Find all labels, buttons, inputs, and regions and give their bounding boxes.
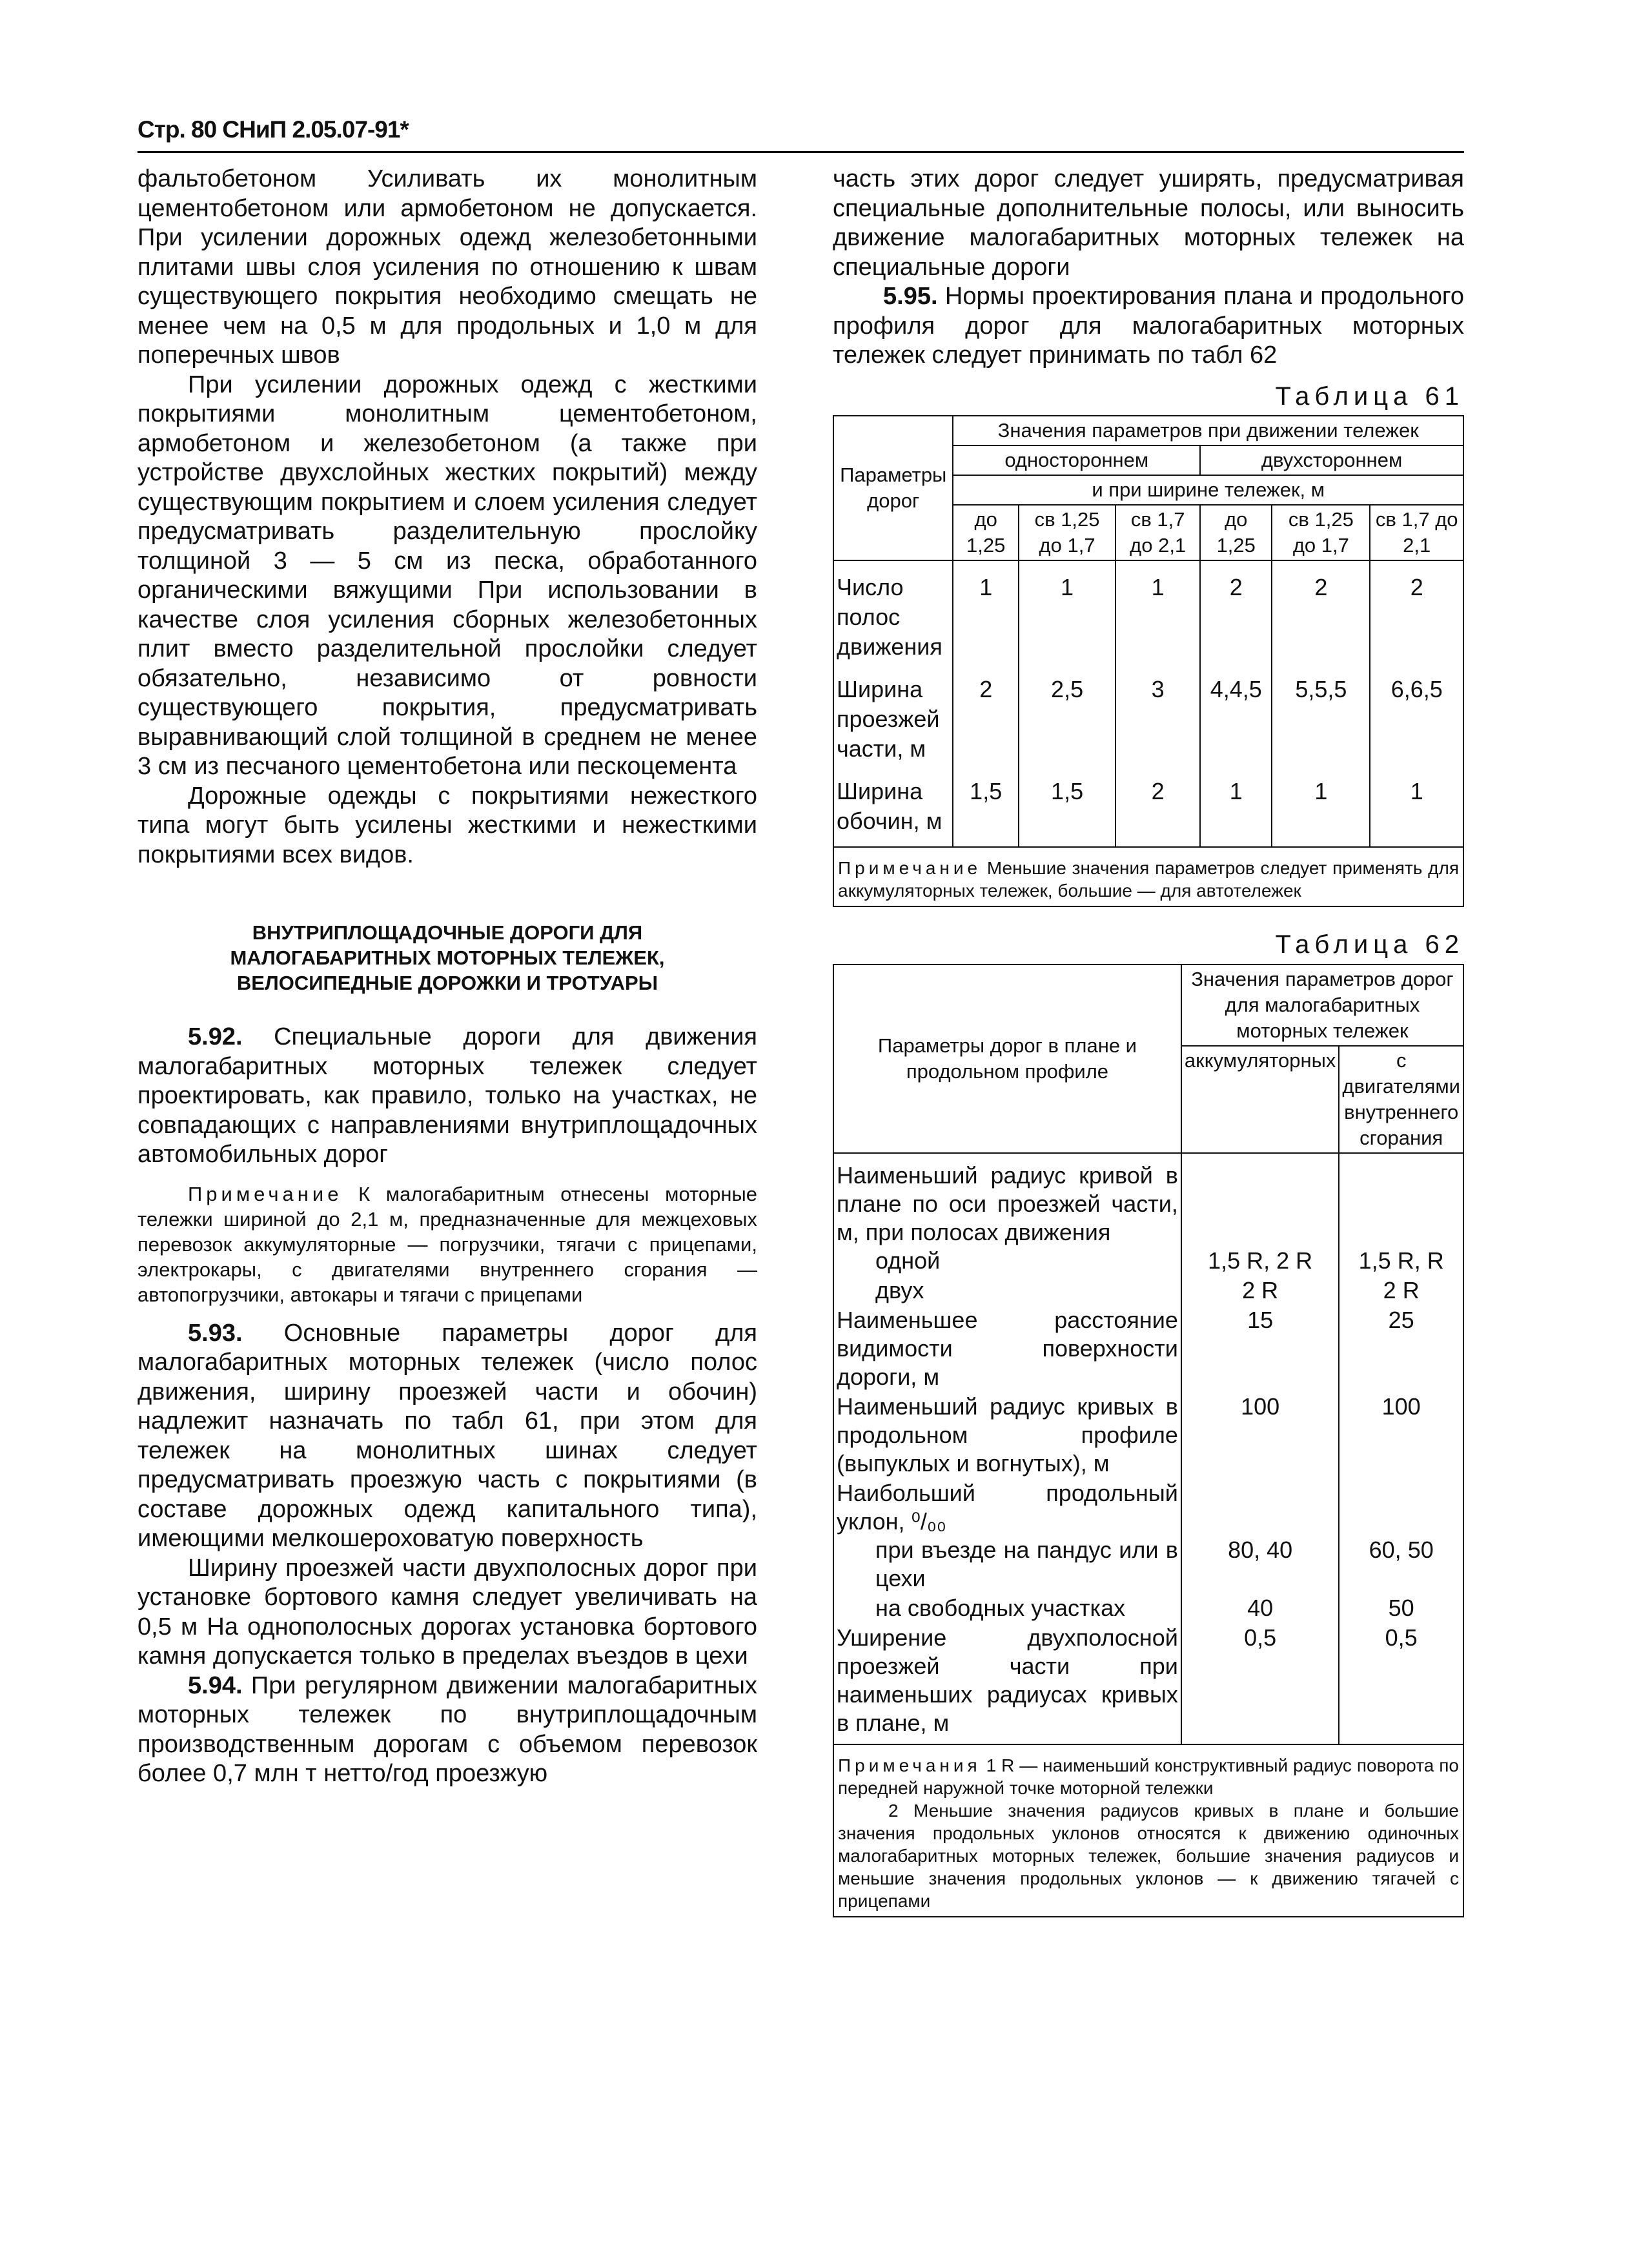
table-row	[833, 1306, 1463, 1393]
note-text: К малогабаритным отнесены моторные тележки шириной до 2,1 м, предназначенные для межцеховых перевозок аккумуляторные — погрузчики, тягачи с прицепами, электрокары, с двигателями внутреннего сгорания — автопогрузчики, автокары и тягачи с прицепами	[138, 1182, 757, 1306]
paragraph: При усилении дорожных одежд с жесткими покрытиями монолитным цементобетоном, армобетоном и железобетоном (а также при устройстве двухслойных жестких покрытий) между существующим покрытием и слоем усиления следует предусматривать разделительную прослойку толщиной 3 — 5 см из песка, обработанного органическими вяжущими При использовании в качестве слоя усиления сборных железобетонных плит вместо разделительной прослойки следует обязательно, независимо от ровности существующего покрытия, предусматривать выравнивающий слой толщиной в среднем не менее 3 см из песчаного цементобетона или пескоцемента	[138, 371, 757, 780]
table-subheader-cell: св 1,7 до 2,1	[1370, 505, 1463, 560]
table-header-cell: с двигателями внутреннего сгорания	[1339, 1046, 1463, 1153]
table-cell: 1	[1019, 560, 1115, 663]
table-cell: 2	[953, 663, 1019, 765]
row-label-sub: на свободных участках	[875, 1594, 1126, 1621]
clause-5-94	[138, 1671, 757, 1789]
table-header-cell: аккумуляторных	[1181, 1046, 1339, 1153]
table-cell: 2 R	[1339, 1276, 1463, 1306]
clause-text: При регулярном движении малогабаритных моторных тележек по внутриплощадочным производственным дорогам с объемом перевозок более 0,7 млн т нетто/год проезжую	[138, 1671, 757, 1787]
table-subheader-cell: до 1,25	[1200, 505, 1272, 560]
table-cell: 15	[1181, 1306, 1339, 1393]
table-cell: 100	[1181, 1393, 1339, 1479]
table-cell: 1,5 R, 2 R	[1181, 1153, 1339, 1276]
table-header-cell: одностороннем	[953, 445, 1200, 475]
table-row	[833, 1153, 1463, 1276]
section-title: ВНУТРИПЛОЩАДОЧНЫЕ ДОРОГИ ДЛЯ МАЛОГАБАРИТНЫХ МОТОРНЫХ ТЕЛЕЖЕК, ВЕЛОСИПЕДНЫЕ ДОРОЖКИ И ТРОТУАРЫ	[230, 921, 665, 994]
note-text: Меньшие значения параметров следует применять для аккумуляторных тележек, большие — для автотележек	[838, 858, 1459, 901]
table-cell: 1	[1272, 765, 1370, 847]
table-note-row	[833, 847, 1463, 906]
row-label-sub: двух	[875, 1276, 924, 1303]
table-61-caption: Таблица 61	[1275, 382, 1464, 411]
clause-number: 5.92.	[188, 1023, 243, 1050]
clause-text: Специальные дороги для движения малогабаритных моторных тележек следует проектировать, как правило, только на участках, не совпадающих с направлениями внутриплощадочных автомобильных дорог	[138, 1023, 757, 1168]
row-label: Число полос движения	[833, 560, 953, 663]
table-header-cell: двухстороннем	[1200, 445, 1463, 475]
table-row	[833, 765, 1463, 847]
clause-5-93	[138, 1319, 757, 1554]
row-label	[833, 1479, 1181, 1594]
table-cell: 100	[1339, 1393, 1463, 1479]
table-row	[833, 1594, 1463, 1624]
row-label-sub: при въезде на пандус или в цехи	[875, 1536, 1178, 1591]
table-cell: 2	[1370, 560, 1463, 663]
table-row	[833, 560, 1463, 663]
table-note	[833, 1744, 1463, 1917]
right-column	[833, 165, 1464, 1917]
row-label	[833, 1594, 1181, 1624]
table-header-cell: и при ширине тележек, м	[953, 475, 1463, 505]
table-note	[833, 847, 1463, 906]
table-subheader-cell: св 1,7 до 2,1	[1115, 505, 1200, 560]
paragraph: Дорожные одежды с покрытиями нежесткого типа могут быть усилены жесткими и нежесткими покрытиями всех видов.	[138, 782, 757, 868]
clause-number: 5.93.	[188, 1319, 243, 1347]
row-label: Наименьший радиус кривых в продольном профиле (выпуклых и вогнутых), м	[833, 1393, 1181, 1479]
paragraph: часть этих дорог следует уширять, предусматривая специальные дополнительные полосы, или выносить движение малогабаритных моторных тележек на специальные дороги	[833, 165, 1464, 281]
table-cell: 1	[1200, 765, 1272, 847]
table-cell: 1	[953, 560, 1019, 663]
note-label: Примечания	[838, 1755, 981, 1775]
table-row	[833, 1624, 1463, 1744]
header-rule	[138, 151, 1464, 153]
table-cell: 1,5	[953, 765, 1019, 847]
table-cell: 1	[1115, 560, 1200, 663]
note	[138, 1181, 757, 1307]
row-label	[833, 1276, 1181, 1306]
clause-number: 5.94.	[188, 1671, 243, 1699]
note-1	[838, 1754, 1459, 1799]
table-61	[833, 415, 1464, 907]
table-header-cell: Параметры дорог	[833, 416, 953, 560]
table-subheader-cell: св 1,25 до 1,7	[1019, 505, 1115, 560]
row-label: Ширина обочин, м	[833, 765, 953, 847]
table-subheader-cell: до 1,25	[953, 505, 1019, 560]
table-row	[833, 663, 1463, 765]
clause-5-95	[833, 282, 1464, 371]
paragraph: фальтобетоном Усиливать их монолитным цементобетоном или армобетоном не допускается. При усилении дорожных одежд железобетонными плитами швы слоя усиления по отношению к швам существующего покрытия необходимо смещать не менее чем на 0,5 м для продольных и 1,0 м для поперечных швов	[138, 165, 757, 369]
row-label	[833, 1153, 1181, 1276]
table-cell: 2	[1115, 765, 1200, 847]
table-cell: 4,4,5	[1200, 663, 1272, 765]
table-62-caption: Таблица 62	[1275, 930, 1464, 959]
table-cell: 0,5	[1181, 1624, 1339, 1744]
table-cell: 6,6,5	[1370, 663, 1463, 765]
row-label-main: Наибольший продольный уклон, ⁰/₀₀	[837, 1479, 1178, 1535]
table-row	[833, 1479, 1463, 1594]
table-cell: 2	[1272, 560, 1370, 663]
table-cell: 80, 40	[1181, 1479, 1339, 1594]
row-label-main: Наименьший радиус кривой в плане по оси проезжей части, м, при полосах движения	[837, 1161, 1178, 1245]
table-cell: 2 R	[1181, 1276, 1339, 1306]
clause-text: Нормы проектирования плана и продольного профиля дорог для малогабаритных моторных тележек следует принимать по табл 62	[833, 283, 1465, 369]
clause-text: Основные параметры дорог для малогабаритных моторных тележек (число полос движения, ширину проезжей части и обочин) надлежит назначать по табл 61, при этом для тележек на монолитных шинах следует предусматривать проезжую часть с покрытиями (в составе дорожных одежд капитального типа), имеющими мелкошероховатую поверхность	[138, 1319, 757, 1552]
table-cell: 25	[1339, 1306, 1463, 1393]
table-cell: 1	[1370, 765, 1463, 847]
page-header: Стр. 80 СНиП 2.05.07-91*	[138, 116, 409, 143]
table-header-cell: Значения параметров дорог для малогабаритных моторных тележек	[1181, 965, 1463, 1046]
table-cell: 3	[1115, 663, 1200, 765]
table-row	[833, 1393, 1463, 1479]
note-label: Примечание	[188, 1182, 343, 1205]
table-cell: 2	[1200, 560, 1272, 663]
row-label: Ширина проезжей части, м	[833, 663, 953, 765]
table-cell: 0,5	[1339, 1624, 1463, 1744]
row-label-sub: одной	[875, 1247, 941, 1274]
note-label: Примечание	[838, 858, 982, 878]
clause-number: 5.95.	[883, 283, 938, 310]
table-cell: 50	[1339, 1594, 1463, 1624]
table-cell: 5,5,5	[1272, 663, 1370, 765]
note-2: 2 Меньшие значения радиусов кривых в плане и большие значения продольных уклонов относятся к движению одиночных малогабаритных моторных тележек, большие значения радиусов и меньшие значения продольных уклонов — к движению тягачей с прицепами	[838, 1800, 1459, 1911]
table-cell: 60, 50	[1339, 1479, 1463, 1594]
left-column	[138, 165, 757, 1789]
clause-5-92	[138, 1023, 757, 1170]
table-header-cell: Значения параметров при движении тележек	[953, 416, 1463, 445]
table-cell: 40	[1181, 1594, 1339, 1624]
table-subheader-cell: св 1,25 до 1,7	[1272, 505, 1370, 560]
table-header-cell: Параметры дорог в плане и продольном профиле	[833, 965, 1181, 1153]
note-text: 1 R — наименьший конструктивный радиус поворота по передней наружной точке моторной тележки	[838, 1755, 1459, 1798]
row-label: Уширение двухполосной проезжей части при наименьших радиусах кривых в плане, м	[833, 1624, 1181, 1744]
table-cell: 1,5 R, R	[1339, 1153, 1463, 1276]
table-note-row	[833, 1744, 1463, 1917]
table-62	[833, 964, 1464, 1917]
row-label: Наименьшее расстояние видимости поверхности дороги, м	[833, 1306, 1181, 1393]
paragraph: Ширину проезжей части двухполосных дорог при установке бортового камня следует увеличивать на 0,5 м На однополосных дорогах установка бортового камня допускается только в пределах въездов в цехи	[138, 1554, 757, 1670]
table-row	[833, 1276, 1463, 1306]
table-cell: 1,5	[1019, 765, 1115, 847]
table-cell: 2,5	[1019, 663, 1115, 765]
